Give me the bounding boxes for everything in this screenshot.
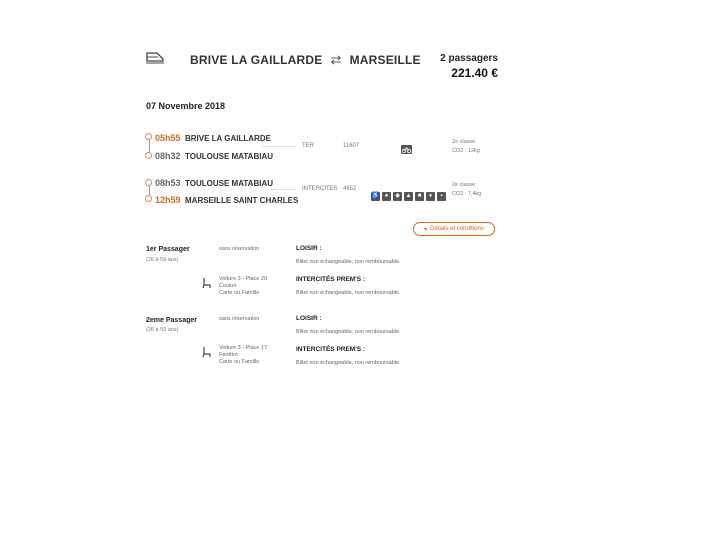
wheelchair-icon: ♿: [371, 193, 380, 199]
train-icon: [145, 49, 165, 70]
timeline-dot: [145, 152, 152, 159]
total-price: 221.40 €: [451, 66, 498, 80]
bar-icon: ▲: [405, 193, 412, 199]
seat-position: Couloir: [219, 283, 237, 289]
passenger-count: 2 passagers: [440, 53, 498, 64]
quiet-icon: ◆: [393, 192, 402, 201]
fare-title: LOISIR :: [296, 315, 322, 322]
co2-label: CO2 : 7,4kg: [452, 191, 482, 197]
travel-date: 07 Novembre 2018: [146, 101, 226, 111]
fare-title: INTERCITÉS PREM'S :: [296, 276, 366, 283]
train-type: INTERCITES: [302, 186, 338, 192]
divider: [270, 189, 296, 190]
passenger-age: (26 à 59 ans): [146, 327, 179, 333]
seat-info: Voiture 3 - Place 17: [219, 345, 268, 351]
timeline-dot: [145, 133, 152, 140]
seat-info: Voiture 3 - Place 20: [219, 276, 268, 282]
fare-note: Billet non échangeable, non remboursable.: [296, 290, 401, 296]
departure-station: TOULOUSE MATABIAU: [185, 179, 273, 188]
fare-title: INTERCITÉS PREM'S :: [296, 346, 366, 353]
arrival-station: TOULOUSE MATABIAU: [185, 152, 273, 161]
departure-time: 08h53: [155, 178, 181, 188]
details-conditions-button[interactable]: [413, 222, 495, 236]
departure-time: 05h55: [155, 133, 181, 143]
bike-icon: [401, 141, 412, 159]
fare-note: Billet non échangeable, non remboursable.: [296, 360, 401, 366]
train-type: TER: [302, 143, 314, 149]
departure-station: BRIVE LA GAILLARDE: [185, 134, 271, 143]
seat-icon: [202, 276, 212, 294]
route-title: [190, 52, 421, 68]
details-label: Détails et conditions: [430, 226, 484, 232]
reservation-status: sans réservation: [219, 316, 260, 322]
origin-label: BRIVE LA GAILLARDE: [190, 53, 323, 67]
timeline-dot: [145, 195, 152, 202]
class-label: 2e classe: [452, 139, 476, 145]
arrival-time: 08h32: [155, 151, 181, 161]
seat-card: Carte ou Famille: [219, 359, 260, 365]
seat-icon: [202, 345, 212, 363]
bike-icon: ●: [382, 192, 391, 201]
class-label: 2e classe: [452, 182, 476, 188]
arrival-station: MARSEILLE SAINT CHARLES: [185, 196, 299, 205]
train-number: 4652: [343, 186, 357, 192]
passenger-age: (26 à 59 ans): [146, 257, 179, 263]
seat-card: Carte ou Famille: [219, 290, 260, 296]
luggage-icon: ▪: [437, 192, 446, 201]
family-icon: ♦: [426, 192, 435, 201]
fare-note: Billet non échangeable, non remboursable.: [296, 259, 401, 265]
fare-note: Billet non échangeable, non remboursable.: [296, 329, 401, 335]
destination-label: MARSEILLE: [349, 53, 421, 67]
passenger-title: 2eme Passager: [146, 317, 197, 324]
passenger-title: 1er Passager: [146, 246, 190, 253]
swap-icon[interactable]: ⇄: [330, 52, 342, 67]
amenities: [371, 184, 448, 202]
seat-position: Fenêtre: [219, 352, 238, 358]
plug-icon: ■: [415, 192, 424, 201]
fare-title: LOISIR :: [296, 245, 322, 252]
co2-label: CO2 : 12kg: [452, 148, 480, 154]
divider: [262, 146, 296, 147]
arrival-time: 12h59: [155, 195, 181, 205]
train-number: 11607: [343, 143, 360, 149]
timeline-dot: [145, 179, 152, 186]
chevron-down-icon: ▾: [424, 226, 428, 233]
reservation-status: sans réservation: [219, 246, 260, 252]
